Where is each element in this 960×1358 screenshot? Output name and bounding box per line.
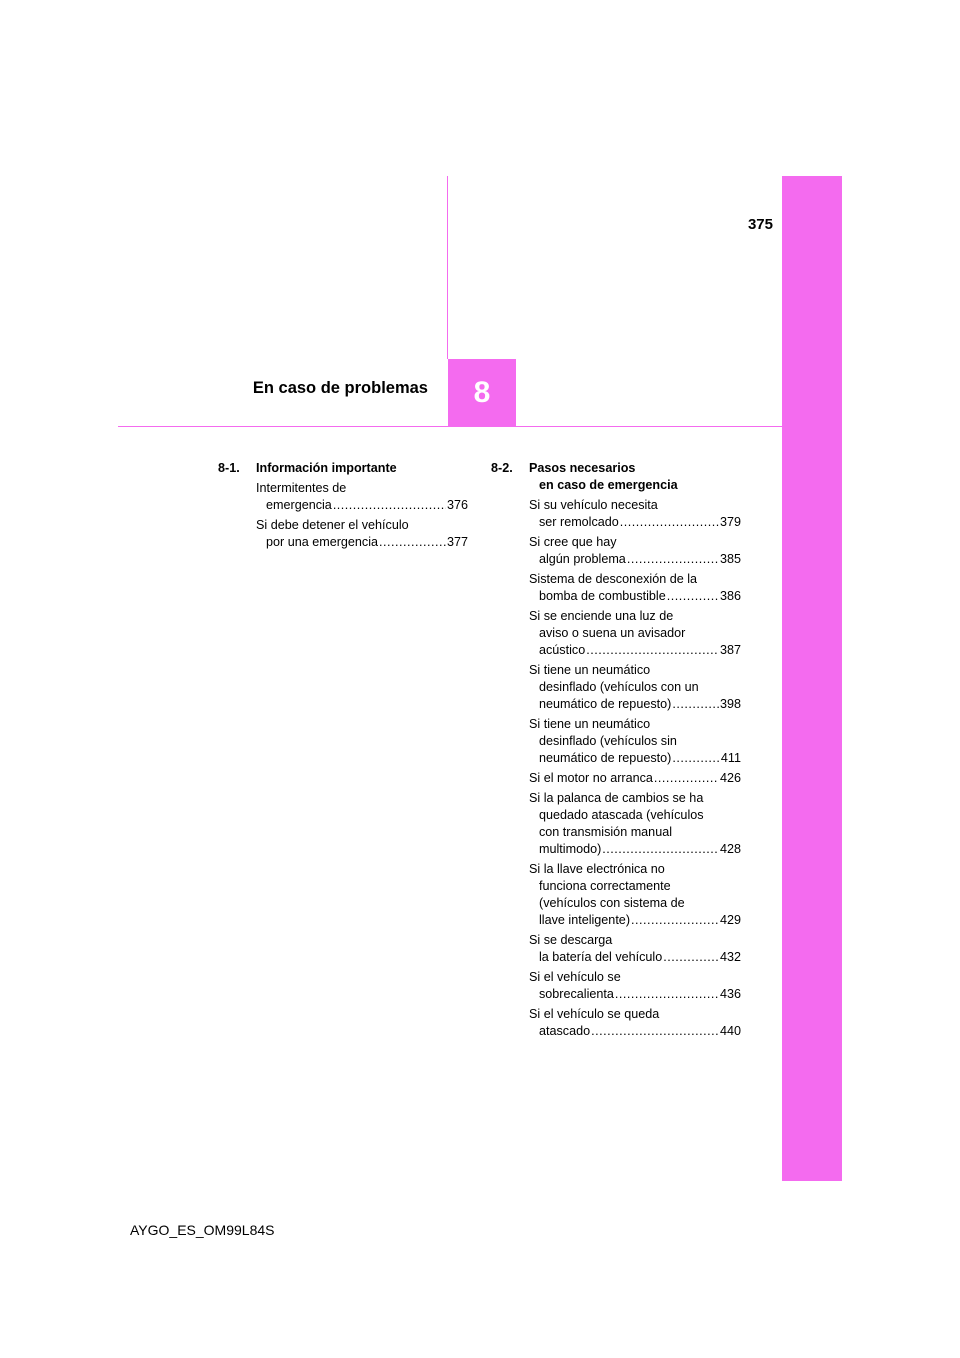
section-title-line: Pasos necesarios [529, 461, 636, 475]
toc-entry-leader-line [529, 841, 741, 858]
toc-entry-leader-line [529, 696, 741, 713]
section-number: 8-2. [491, 461, 513, 475]
toc-entry-text: neumático de repuesto) [539, 751, 672, 765]
toc-entry-text: Si el vehículo se queda [529, 1007, 660, 1021]
toc-entries [256, 480, 468, 551]
chapter-title: En caso de problemas [252, 379, 428, 397]
page-number: 375 [747, 216, 773, 233]
toc-entry-leader-line [256, 534, 468, 551]
toc-entry[interactable] [529, 662, 741, 713]
toc-entry-text: Si la llave electrónica no [529, 862, 665, 876]
section-title [529, 460, 678, 494]
toc-entry-text: la batería del vehículo [539, 950, 663, 964]
dot-leader [586, 642, 719, 659]
dot-leader [615, 986, 719, 1003]
footer-document-code: AYGO_ES_OM99L84S [130, 1222, 275, 1238]
toc-section-8-1 [218, 460, 468, 554]
chapter-side-tab [782, 176, 842, 1181]
toc-entry-leader-line [529, 551, 741, 568]
toc-entry-page[interactable]: 387 [719, 643, 741, 657]
toc-entry-leader-line [529, 986, 741, 1003]
section-heading [491, 460, 741, 494]
toc-entry[interactable] [529, 534, 741, 568]
toc-entry-page[interactable]: 379 [719, 515, 741, 529]
toc-entry-text: aviso o suena un avisador [539, 626, 686, 640]
dot-leader [627, 551, 719, 568]
horizontal-divider [118, 426, 782, 427]
dot-leader [620, 514, 719, 531]
dot-leader [672, 696, 719, 713]
toc-section-8-2 [491, 460, 741, 1043]
toc-entry[interactable] [529, 969, 741, 1003]
chapter-number-box: 8 [448, 359, 516, 426]
dot-leader [602, 841, 719, 858]
toc-entries [529, 497, 741, 1040]
toc-entry-page[interactable]: 429 [719, 913, 741, 927]
toc-entry-text: Si debe detener el vehículo [256, 518, 409, 532]
toc-entry-text: Si tiene un neumático [529, 717, 651, 731]
toc-entry-text: bomba de combustible [539, 589, 666, 603]
toc-entry-page[interactable]: 432 [719, 950, 741, 964]
toc-entry-text: por una emergencia [266, 535, 379, 549]
toc-entry[interactable] [256, 517, 468, 551]
toc-entry-text: Sistema de desconexión de la [529, 572, 698, 586]
toc-entry-leader-line [529, 770, 741, 787]
dot-leader [379, 534, 446, 551]
toc-entry-text: acústico [539, 643, 586, 657]
toc-entry-text: Intermitentes de [256, 481, 347, 495]
toc-entry-text: sobrecalienta [539, 987, 614, 1001]
toc-entry-text: funciona correctamente [539, 879, 671, 893]
toc-entry-text: Si tiene un neumático [529, 663, 651, 677]
vertical-divider [447, 176, 448, 359]
toc-entry-leader-line [529, 949, 741, 966]
toc-entry-page[interactable]: 398 [719, 697, 741, 711]
toc-entry-text: atascado [539, 1024, 591, 1038]
dot-leader [672, 750, 720, 767]
toc-entry-text: (vehículos con sistema de [539, 896, 685, 910]
toc-entry-text: Si la palanca de cambios se ha [529, 791, 704, 805]
toc-entry-leader-line [529, 588, 741, 605]
section-number: 8-1. [218, 461, 240, 475]
toc-entry-text: Si se descarga [529, 933, 613, 947]
toc-entry[interactable] [529, 861, 741, 929]
toc-entry[interactable] [529, 770, 741, 787]
toc-entry[interactable] [529, 497, 741, 531]
toc-entry[interactable] [529, 716, 741, 767]
toc-entry-leader-line [529, 1023, 741, 1040]
section-heading [218, 460, 468, 477]
toc-entry-text: desinflado (vehículos sin [539, 734, 677, 748]
dot-leader [654, 770, 719, 787]
toc-entry[interactable] [529, 790, 741, 858]
toc-entry-text: ser remolcado [539, 515, 619, 529]
section-title [256, 460, 397, 477]
toc-entry-text: Si el vehículo se [529, 970, 621, 984]
toc-entry-text: con transmisión manual [539, 825, 672, 839]
toc-entry-leader-line [529, 642, 741, 659]
dot-leader [333, 497, 446, 514]
toc-entry-page[interactable]: 440 [719, 1024, 741, 1038]
toc-entry-page[interactable]: 426 [719, 771, 741, 785]
toc-entry-page[interactable]: 386 [719, 589, 741, 603]
dot-leader [667, 588, 719, 605]
dot-leader [631, 912, 719, 929]
toc-entry[interactable] [529, 1006, 741, 1040]
toc-entry[interactable] [529, 608, 741, 659]
toc-entry-leader-line [529, 514, 741, 531]
toc-entry-text: Si se enciende una luz de [529, 609, 674, 623]
toc-entry-text: Si cree que hay [529, 535, 617, 549]
toc-entry-leader-line [529, 750, 741, 767]
dot-leader [591, 1023, 719, 1040]
toc-entry-text: Si el motor no arranca [529, 771, 653, 785]
toc-entry[interactable] [256, 480, 468, 514]
dot-leader [663, 949, 719, 966]
toc-entry-page[interactable]: 376 [446, 498, 468, 512]
toc-entry-page[interactable]: 428 [719, 842, 741, 856]
toc-entry-text: multimodo) [539, 842, 602, 856]
section-title-line: Información importante [256, 461, 397, 475]
toc-entry-text: llave inteligente) [539, 913, 631, 927]
toc-entry-leader-line [256, 497, 468, 514]
toc-entry[interactable] [529, 932, 741, 966]
toc-entry-text: quedado atascada (vehículos [539, 808, 704, 822]
toc-entry-text: desinflado (vehículos con un [539, 680, 699, 694]
toc-entry-text: emergencia [266, 498, 332, 512]
toc-entry-page[interactable]: 385 [719, 552, 741, 566]
toc-entry-text: Si su vehículo necesita [529, 498, 658, 512]
section-title-line: en caso de emergencia [539, 478, 678, 492]
toc-entry-page[interactable]: 436 [719, 987, 741, 1001]
toc-entry[interactable] [529, 571, 741, 605]
toc-entry-text: algún problema [539, 552, 626, 566]
toc-entry-text: neumático de repuesto) [539, 697, 672, 711]
toc-entry-leader-line [529, 912, 741, 929]
toc-entry-page[interactable]: 411 [720, 751, 741, 765]
toc-entry-page[interactable]: 377 [446, 535, 468, 549]
